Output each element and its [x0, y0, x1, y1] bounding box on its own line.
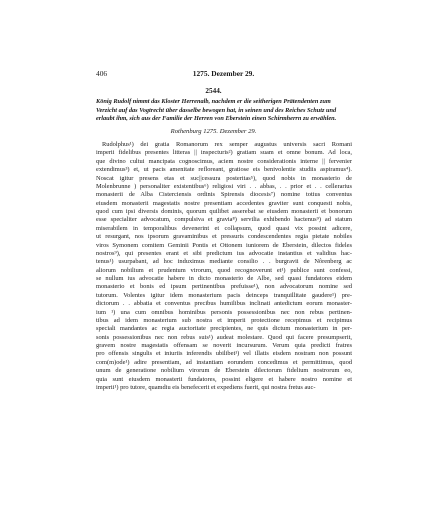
body-line: gravem nostre magestatis offensam se noverit incursurum. Verum quia predicti fratres — [96, 342, 352, 349]
body-line: esse specialiter advocatum, compulsiva et gravia⁸) servilia exhibendo hactenus⁹) ad statum — [96, 216, 352, 224]
body-line: tibus ad idem monasterium sub nostra et imperii protectione recepimus et recipimus — [96, 316, 352, 324]
body-line: miserabilem in temporalibus devenerint et collapsum, quod quasi vix possint adicere, — [96, 224, 352, 232]
document-number: 2544. — [205, 87, 222, 95]
body-line: com(m)ode¹) adire presentiam, ad instantiam eorundem concedimus et permittimus, quod — [96, 358, 352, 366]
body-line: extendimus³) et, ut pacis amenitate refloreant, gratiose eis benivolentie studiis aspiramus⁴). — [96, 166, 352, 174]
body-line: imperii fidelibus presentes litteras || inspecturis²) gratiam suam et omne bonum. Ad loca, — [96, 149, 352, 157]
body-line: ut resurgant, nos ipsorum gravaminibus et pressuris condescendentes regia pietate nobiles — [96, 233, 352, 241]
body-line: monasterii de Alba Cisterciensis ordinis Spirensis diocesis⁷) nomine totius conventus — [96, 191, 352, 199]
body-line: Molenbrunne ) personaliter existentibus⁶) religiosi viri . . abbas, . . prior et . . cellerarius — [96, 182, 352, 190]
body-line: tutorum. Volentes igitur idem monasterium pacis deinceps tranquillitate gaudere¹) pre- — [96, 291, 352, 299]
body-line: speciali mandantes ac regia auctoritate precipientes, ne quis dictum monasterium in per- — [96, 325, 352, 333]
body-line: que divino cultui mancipata cognoscimus, aciem nostre considerationis interne || fervenier — [96, 157, 352, 165]
body-line: imperii¹) pro tutore, quamdiu eis benefecerit et expediens fuerit, qui nostra fretus auc- — [96, 383, 316, 391]
body-line: sonis possessionibus nec non rebus suis¹) audeat molestare. Quod qui facere presumpserit, — [96, 333, 352, 341]
summary-line: König Rudolf nimmt das Kloster Herrenalb, nachdem er die seitherigen Prätendenten zum — [96, 98, 331, 105]
body-line: tenus¹) usurpabant, ad hoc induximus mediante consilio . . burgravii de Nôrenberg ac — [96, 258, 352, 266]
body-line: quod cum ipsi diversis dominis, quorum quilibet asserebat se eiusdem monasterii et bonorum — [96, 208, 352, 215]
page-number: 406 — [96, 69, 108, 78]
body-text — [96, 141, 352, 392]
body-line: Rudolphus¹) dei gratia Romanorum rex semper augustus universis sacri Romani — [102, 141, 352, 148]
body-line: aliorum nobilium et prudentum virorum, quod recognoverunt et¹) publice sunt confessi, — [96, 266, 352, 274]
body-line: pro offensis singulis et iniuriis inferendis ubilibet¹) vel illatis eisdem nostram non possunt — [96, 350, 352, 358]
body-line: dictorum . . abbatia et conventus precibus humilibus inclinati antedictum eorum monaster- — [96, 300, 352, 308]
body-line: quia sunt eiusdem monasterii fundatores, possint eligere et habere nostro nomine et — [96, 375, 352, 383]
summary-line: erlaubt ihm, sich aus der Familie der Herren von Eberstein einen Schirmherrn zu erwählen. — [96, 115, 337, 122]
body-line: eiusdem monasterii magestatis nostre presentiam accedentes graviter sunt conquesti nobis, — [96, 199, 352, 207]
body-line: unum de generatione nobilium virorum de Eberstein dilectorum fidelium nostrorum eo, — [96, 367, 352, 375]
page-header — [96, 69, 351, 81]
body-line: nostros⁹), qui presentes erant et sibi predictum ius advocatie instantius et validius hac- — [96, 249, 352, 257]
body-line: se nullum ius advocatie habere in dicto monasterio de Albe, sed quasi fundatores eidem — [96, 275, 352, 282]
body-line: Noscat igitur presens etas et suc||cessura posteritas⁵), quod nobis in monasterio de — [96, 174, 352, 182]
header-title: 1275. Dezember 29. — [192, 69, 255, 78]
dateline: Rothenburg 1275. Dezember 29. — [170, 128, 257, 135]
body-line: monasterio et bonis ed ipsum pertinentibus prefuisse¹), non advocatorum nomine sed — [96, 283, 352, 291]
summary — [96, 98, 352, 124]
body-line: viros Symonem comitem Geminii Pontis et Ottonem iuniorem de Eberstein, dilectos fideles — [96, 241, 352, 249]
summary-line: Verzicht auf das Vogtrecht über dasselbe bewogen hat, in seinen und des Reiches Schutz und — [96, 106, 337, 114]
body-line: ium ¹) una cum omnibus hominibus personis possessionibus nec non rebus pertinen- — [96, 308, 352, 316]
